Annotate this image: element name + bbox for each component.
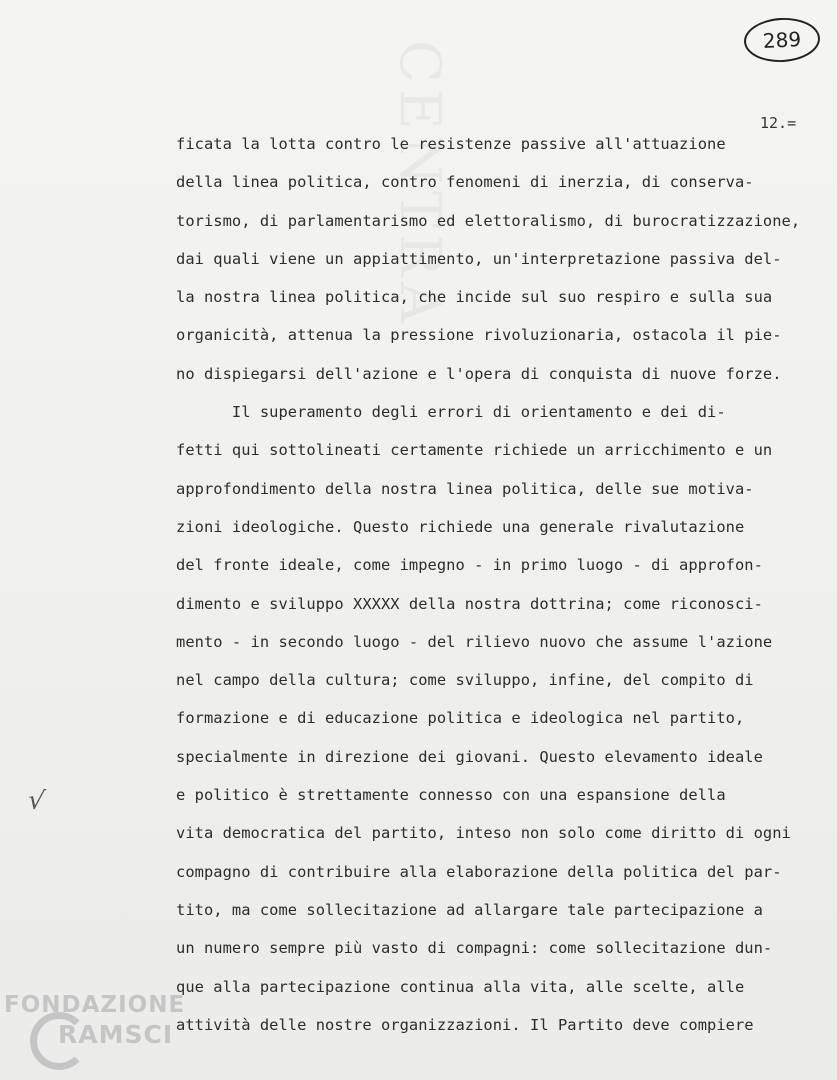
text-line: vita democratica del partito, inteso non solo come diritto di ogni bbox=[176, 824, 791, 843]
text-line: fetti qui sottolineati certamente richiede un arricchimento e un bbox=[176, 441, 773, 460]
text-line: Il superamento degli errori di orientamento e dei di- bbox=[176, 403, 726, 422]
text-line: torismo, di parlamentarismo ed elettoralismo, di burocratizzazione, bbox=[176, 211, 801, 230]
text-line: formazione e di educazione politica e ideologica nel partito, bbox=[176, 709, 745, 728]
text-line: del fronte ideale, come impegno - in primo luogo - di approfon- bbox=[176, 556, 763, 575]
text-line: e politico è strettamente connesso con una espansione della bbox=[176, 786, 726, 805]
text-line: ficata la lotta contro le resistenze passive all'attuazione bbox=[176, 135, 726, 153]
text-line: nel campo della cultura; come sviluppo, infine, del compito di bbox=[176, 671, 754, 690]
text-line: dimento e sviluppo XXXXX della nostra dottrina; come riconosci- bbox=[176, 594, 763, 613]
text-line: mento - in secondo luogo - del rilievo nuovo che assume l'azione bbox=[176, 632, 773, 651]
margin-check-mark: √ bbox=[25, 784, 47, 818]
logo-line-2: RAMSCI bbox=[58, 1020, 174, 1049]
logo-line-1: FONDAZIONE bbox=[4, 992, 186, 1018]
archive-number-stamp: 289 bbox=[743, 16, 821, 64]
text-line: un numero sempre più vasto di compagni: come sollecitazione dun- bbox=[176, 939, 773, 958]
text-line: compagno di contribuire alla elaborazione della politica del par- bbox=[176, 862, 782, 881]
text-line: attività delle nostre organizzazioni. Il Partito deve compiere bbox=[176, 1015, 754, 1034]
fondazione-gramsci-logo bbox=[0, 990, 220, 1080]
typed-body-text bbox=[176, 130, 837, 1049]
text-line: approfondimento della nostra linea politica, delle sue motiva- bbox=[176, 479, 754, 498]
text-line: dai quali viene un appiattimento, un'interpretazione passiva del- bbox=[176, 249, 782, 268]
page-number: 12.= bbox=[760, 114, 797, 132]
text-line: la nostra linea politica, che incide sul suo respiro e sulla sua bbox=[176, 288, 773, 307]
text-line: no dispiegarsi dell'azione e l'opera di conquista di nuove forze. bbox=[176, 364, 782, 383]
archive-watermark: CENTRA bbox=[387, 40, 452, 329]
text-line: zioni ideologiche. Questo richiede una generale rivalutazione bbox=[176, 517, 745, 536]
text-line: organicità, attenua la pressione rivoluzionaria, ostacola il pie- bbox=[176, 326, 782, 345]
text-line: della linea politica, contro fenomeni di inerzia, di conserva- bbox=[176, 173, 754, 192]
text-line: tito, ma come sollecitazione ad allargare tale partecipazione a bbox=[176, 900, 763, 919]
text-line: que alla partecipazione continua alla vita, alle scelte, alle bbox=[176, 977, 745, 996]
text-line: specialmente in direzione dei giovani. Questo elevamento ideale bbox=[176, 747, 763, 766]
